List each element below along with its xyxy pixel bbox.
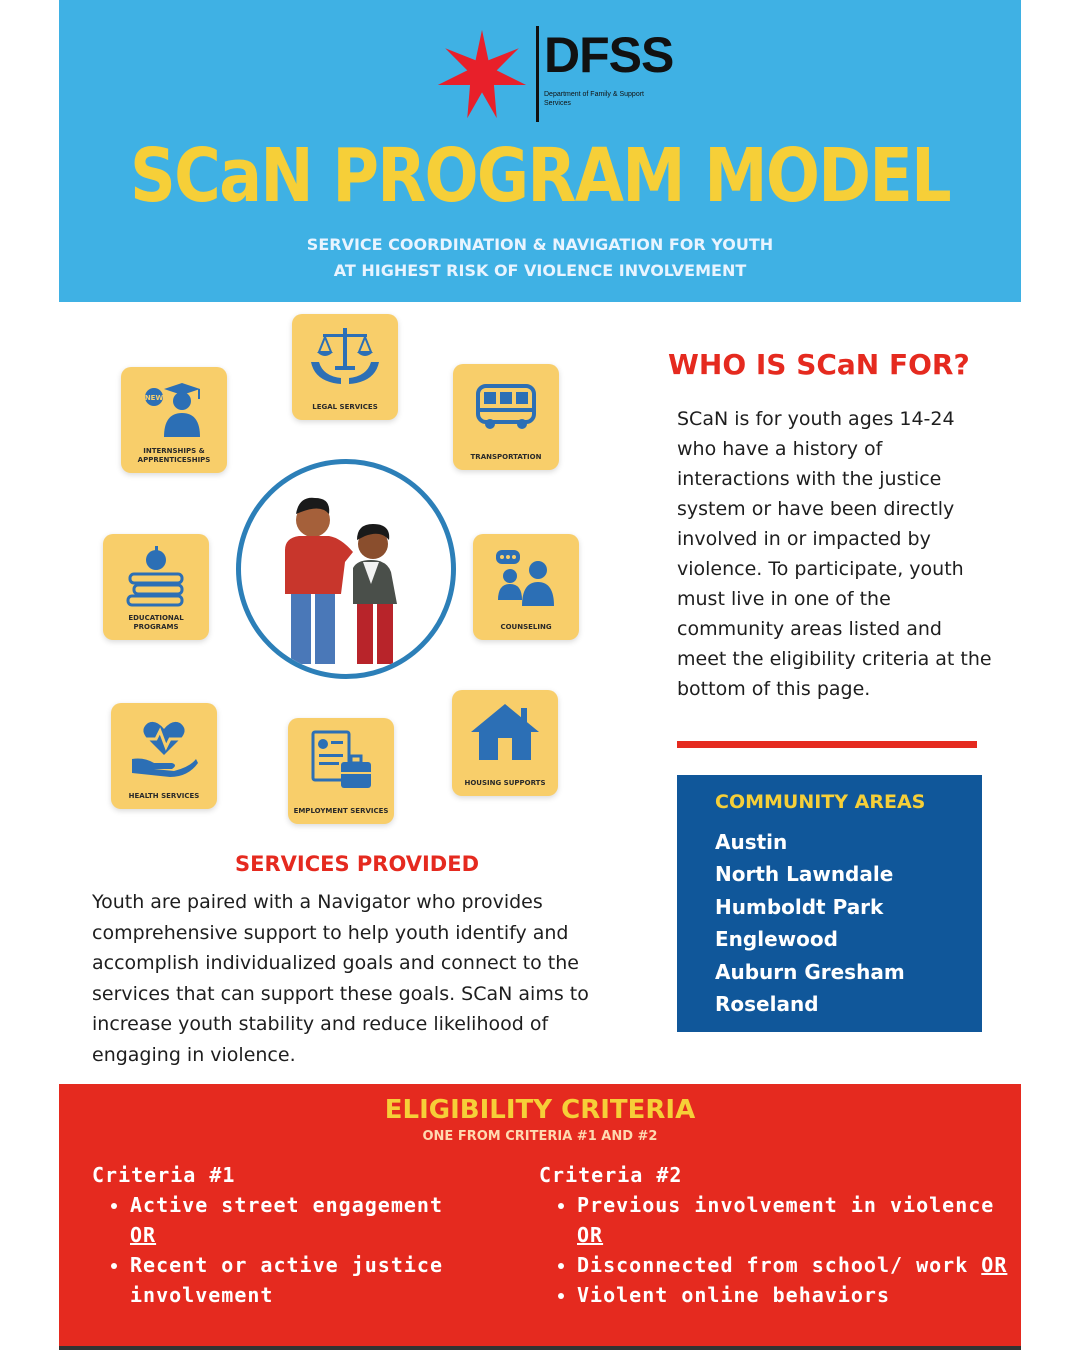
list-item [577, 1280, 1009, 1310]
criteria-text: Disconnected from school/ work [577, 1253, 969, 1277]
house-icon [465, 698, 545, 768]
criteria-text: Active street engagement [130, 1193, 443, 1217]
counseling-icon [486, 542, 566, 612]
or-label: OR [577, 1223, 604, 1247]
criteria-1 [92, 1160, 532, 1310]
heart-hand-icon [124, 711, 204, 781]
service-tile-education [103, 534, 209, 640]
service-label: COUNSELING [500, 623, 552, 631]
logo-divider [536, 26, 539, 122]
services-provided-title: SERVICES PROVIDED [234, 852, 480, 876]
justice-scale-icon [305, 322, 385, 392]
bus-icon [466, 372, 546, 442]
section-divider [677, 741, 977, 748]
criteria-text: Violent online behaviors [577, 1283, 890, 1307]
list-item: North Lawndale [715, 862, 894, 887]
subtitle-line-2: AT HIGHEST RISK OF VIOLENCE INVOLVEMENT [333, 261, 747, 280]
service-label: TRANSPORTATION [470, 453, 542, 461]
criteria-2-heading: Criteria #2 [539, 1163, 683, 1187]
service-tile-housing [452, 690, 558, 796]
list-item [577, 1250, 1009, 1280]
service-tile-health [111, 703, 217, 809]
logo-name: DFSS [544, 27, 674, 83]
list-item [130, 1190, 532, 1250]
service-label: HOUSING SUPPORTS [464, 779, 546, 787]
service-label: EMPLOYMENT SERVICES [293, 807, 389, 815]
list-item [130, 1250, 532, 1310]
or-label: OR [981, 1253, 1008, 1277]
criteria-1-list [92, 1190, 532, 1310]
navigator-illustration [236, 459, 456, 679]
community-areas-list [715, 826, 905, 1020]
books-apple-icon [116, 542, 196, 612]
logo-subtitle: Department of Family & Support Services [544, 91, 644, 107]
who-is-scan-for-text: SCaN is for youth ages 14-24 who have a history of interactions with the justice system or have been directly involved in or impacted by violence. To participate, youth must live in one of the community areas listed and meet the eligibility criteria at the bottom of this page. [677, 408, 992, 700]
svg-text:NEW: NEW [144, 394, 164, 402]
header-banner [59, 0, 1021, 302]
page-subtitle [59, 232, 1021, 284]
service-label: INTERNSHIPS & APPRENTICESHIPS [137, 447, 211, 464]
navigator-and-youth-icon [241, 464, 451, 674]
list-item [577, 1190, 1009, 1250]
chicago-star-icon [436, 28, 528, 120]
bottom-edge [59, 1346, 1021, 1350]
community-areas-box [677, 775, 982, 1032]
list-item: Austin [715, 830, 788, 854]
graduate-icon [134, 375, 214, 445]
eligibility-section [59, 1084, 1021, 1350]
resume-briefcase-icon [301, 726, 381, 796]
list-item: Roseland [715, 992, 819, 1017]
service-label: LEGAL SERVICES [312, 403, 378, 411]
list-item: Englewood [715, 927, 838, 952]
eligibility-subtitle: ONE FROM CRITERIA #1 AND #2 [422, 1129, 658, 1144]
service-label: HEALTH SERVICES [128, 792, 200, 800]
subtitle-line-1: SERVICE COORDINATION & NAVIGATION FOR YOUTH [306, 235, 774, 254]
criteria-text: Recent or active justice involvement [130, 1253, 443, 1307]
services-provided-text: Youth are paired with a Navigator who provides comprehensive support to help youth identify and accomplish individualized goals and connect to the services that can support these goals. SCaN aims to increase youth stability and reduce likelihood of engaging in violence. [92, 891, 589, 1066]
service-tile-transportation [453, 364, 559, 470]
criteria-2 [539, 1160, 1009, 1310]
page-title: SCaN PROGRAM MODEL [130, 133, 950, 219]
flyer-page [59, 0, 1021, 1350]
criteria-text: Previous involvement in violence [577, 1193, 995, 1217]
community-areas-title: COMMUNITY AREAS [715, 791, 926, 813]
service-tile-employment [288, 718, 394, 824]
list-item: Auburn Gresham [715, 959, 905, 984]
list-item: Humboldt Park [715, 894, 884, 919]
service-tile-counseling [473, 534, 579, 640]
service-tile-legal [292, 314, 398, 420]
criteria-2-list [539, 1190, 1009, 1310]
service-tile-internships [121, 367, 227, 473]
criteria-1-heading: Criteria #1 [92, 1163, 236, 1187]
service-label: EDUCATIONAL PROGRAMS [128, 614, 184, 631]
eligibility-title: ELIGIBILITY CRITERIA [384, 1095, 696, 1125]
who-is-scan-for-title: WHO IS SCaN FOR? [668, 348, 970, 381]
or-label: OR [130, 1223, 157, 1247]
